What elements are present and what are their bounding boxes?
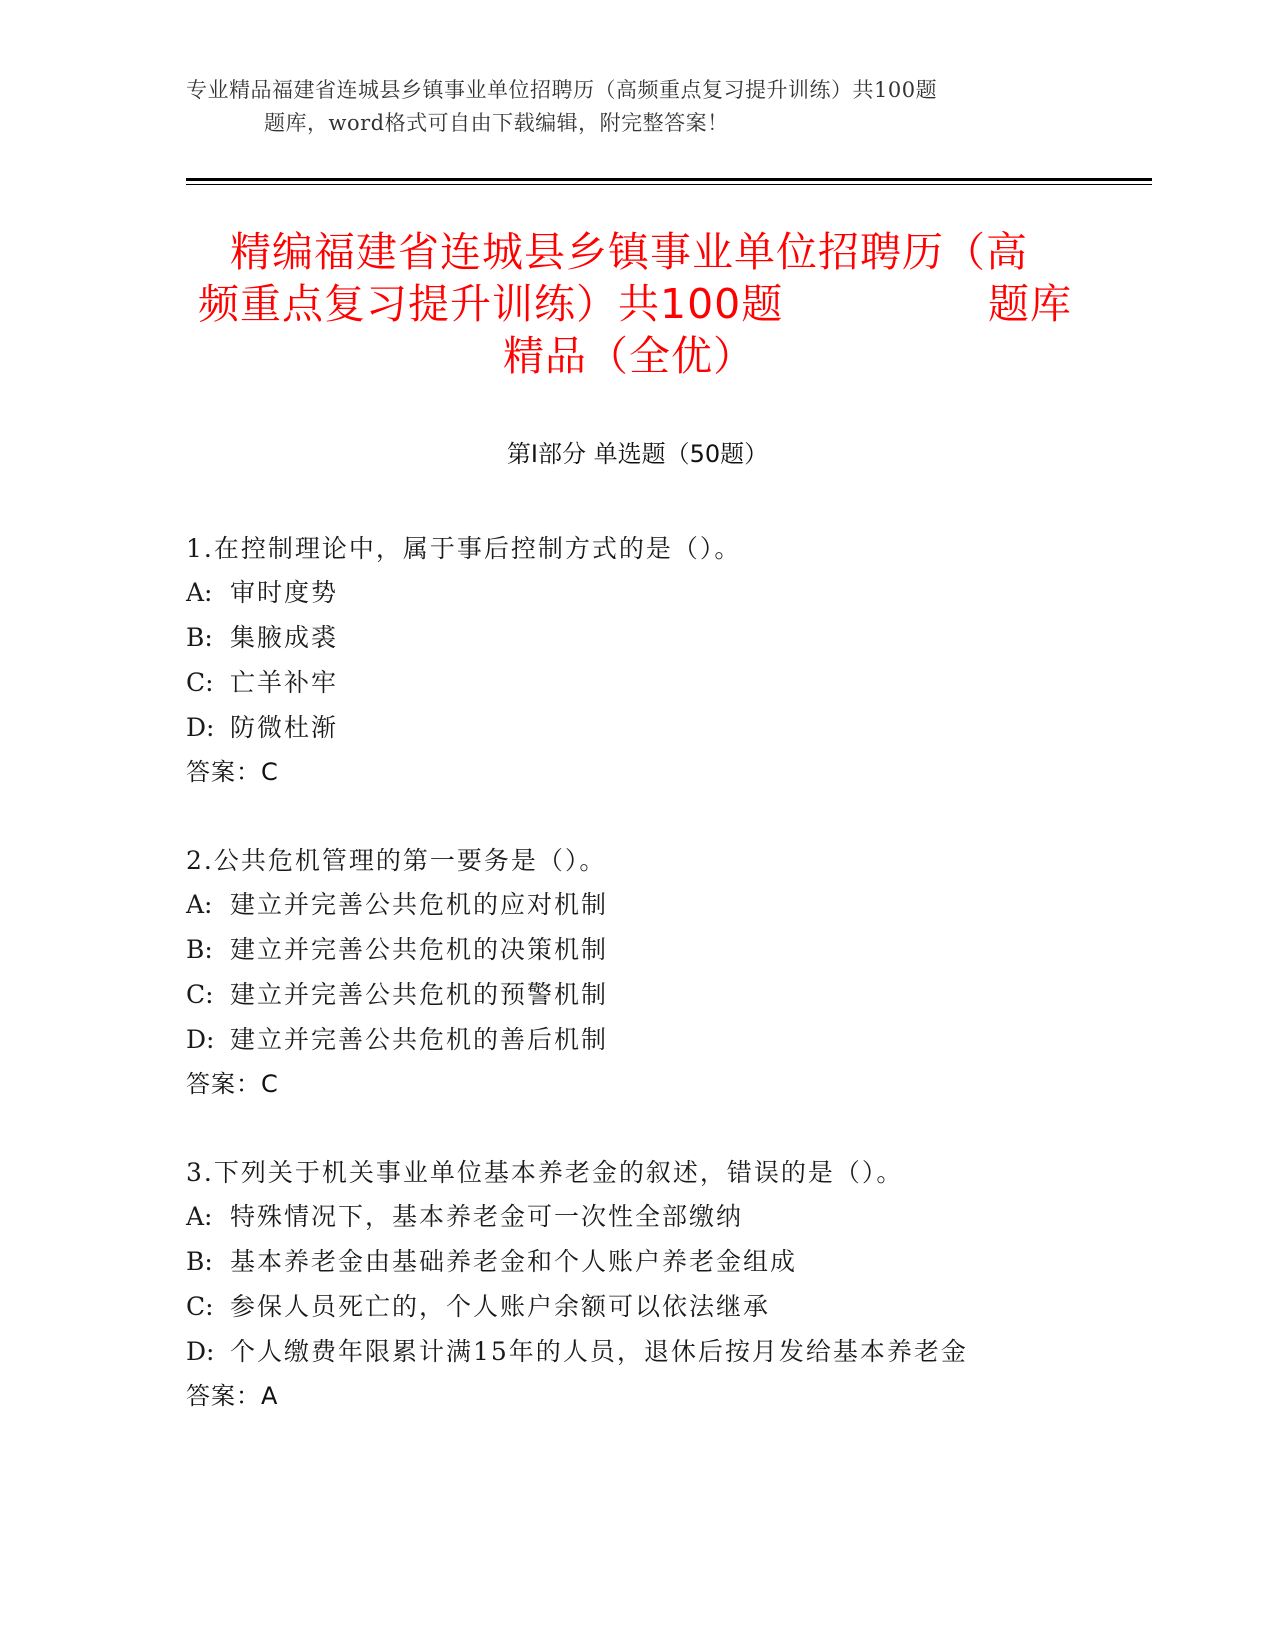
question-option-b — [186, 1239, 1136, 1284]
question-option-b — [186, 615, 1136, 660]
question-stem: 1.在控制理论中，属于事后控制方式的是（）。 — [186, 534, 742, 563]
option-text: 基本养老金由基础养老金和个人账户养老金组成 — [230, 1247, 798, 1276]
option-letter: B: — [186, 1247, 213, 1276]
title-line2-right: 题库 — [988, 280, 1072, 328]
question-option-b — [186, 927, 1136, 972]
question-answer: 答案：A — [186, 1382, 279, 1410]
question-option-d — [186, 705, 1136, 750]
question-option-c — [186, 660, 1136, 705]
option-letter: B: — [186, 623, 213, 652]
question-item — [186, 1151, 1136, 1419]
question-option-d — [186, 1329, 1136, 1374]
option-text: 参保人员死亡的，个人账户余额可以依法继承 — [230, 1292, 771, 1321]
option-text: 特殊情况下，基本养老金可一次性全部缴纳 — [230, 1202, 744, 1231]
header-divider-thick — [186, 178, 1152, 181]
question-list — [186, 527, 1136, 1463]
question-answer: 答案：C — [186, 758, 279, 786]
title-line3: 精品（全优） — [503, 332, 755, 380]
option-letter: D: — [186, 1025, 215, 1054]
question-stem: 3.下列关于机关事业单位基本养老金的叙述，错误的是（）。 — [186, 1158, 904, 1187]
question-option-a — [186, 882, 1136, 927]
header-note — [186, 74, 1066, 140]
header-divider-thin — [186, 184, 1152, 185]
option-text: 建立并完善公共危机的善后机制 — [230, 1025, 609, 1054]
title-line2 — [186, 278, 1072, 330]
option-text: 防微杜渐 — [230, 713, 339, 742]
question-option-a — [186, 570, 1136, 615]
question-option-d — [186, 1017, 1136, 1062]
option-letter: B: — [186, 935, 213, 964]
option-text: 建立并完善公共危机的预警机制 — [230, 980, 609, 1009]
question-option-a — [186, 1194, 1136, 1239]
option-letter: C: — [186, 1292, 214, 1321]
section-title: 第Ⅰ部分 单选题（50题） — [506, 440, 769, 468]
title-line1: 精编福建省连城县乡镇事业单位招聘历（高 — [230, 228, 1028, 276]
header-note-line1: 专业精品福建省连城县乡镇事业单位招聘历（高频重点复习提升训练）共100题 — [186, 78, 938, 102]
title-line2-left: 频重点复习提升训练）共100题 — [198, 280, 784, 328]
question-item — [186, 527, 1136, 795]
option-text: 个人缴费年限累计满15年的人员，退休后按月发给基本养老金 — [230, 1337, 968, 1366]
question-stem: 2.公共危机管理的第一要务是（）。 — [186, 846, 607, 875]
option-letter: D: — [186, 713, 215, 742]
header-note-line2: 题库，word格式可自由下载编辑，附完整答案！ — [264, 111, 729, 135]
option-text: 建立并完善公共危机的应对机制 — [230, 890, 609, 919]
option-text: 建立并完善公共危机的决策机制 — [230, 935, 609, 964]
option-letter: C: — [186, 668, 214, 697]
option-text: 集腋成裘 — [230, 623, 339, 652]
question-item — [186, 839, 1136, 1107]
option-letter: A: — [186, 890, 213, 919]
question-answer: 答案：C — [186, 1070, 279, 1098]
option-letter: C: — [186, 980, 214, 1009]
option-text: 审时度势 — [230, 578, 339, 607]
question-option-c — [186, 1284, 1136, 1329]
option-letter: A: — [186, 578, 213, 607]
question-option-c — [186, 972, 1136, 1017]
document-title — [186, 226, 1072, 382]
option-text: 亡羊补牢 — [230, 668, 339, 697]
option-letter: D: — [186, 1337, 215, 1366]
option-letter: A: — [186, 1202, 213, 1231]
